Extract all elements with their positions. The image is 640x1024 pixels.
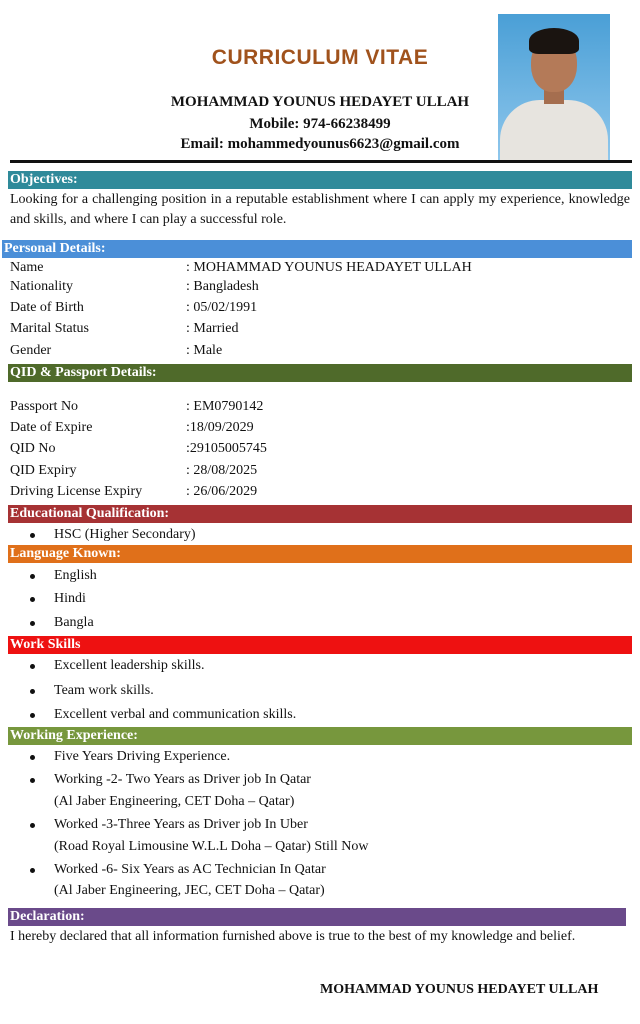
objectives-heading: Objectives: <box>8 171 632 189</box>
list-item-detail: (Al Jaber Engineering, CET Doha – Qatar) <box>54 794 295 809</box>
qid-passport-heading: QID & Passport Details: <box>8 364 632 382</box>
personal-details-heading: Personal Details: <box>2 240 632 258</box>
header-divider <box>10 160 632 163</box>
personal-row-nationality: Nationality : Bangladesh <box>10 279 259 294</box>
signature-name: MOHAMMAD YOUNUS HEDAYET ULLAH <box>320 982 599 997</box>
list-item-detail: (Al Jaber Engineering, JEC, CET Doha – Qatar) <box>54 883 325 898</box>
qid-row-license-expiry: Driving License Expiry : 26/06/2029 <box>10 484 258 499</box>
candidate-name: MOHAMMAD YOUNUS HEDAYET ULLAH <box>170 94 470 110</box>
qid-row-qid-expiry: QID Expiry : 28/08/2025 <box>10 463 258 478</box>
qid-row-passport: Passport No : EM0790142 <box>10 399 264 414</box>
declaration-text: I hereby declared that all information furnished above is true to the best of my knowledge and belief. <box>10 929 576 944</box>
work-skills-heading: Work Skills <box>8 636 632 654</box>
list-item-detail: (Road Royal Limousine W.L.L Doha – Qatar) Still Now <box>54 839 369 854</box>
declaration-heading: Declaration: <box>8 908 626 926</box>
qid-row-qid-no: QID No :29105005745 <box>10 441 267 456</box>
candidate-mobile: Mobile: 974-66238499 <box>249 116 391 132</box>
objectives-text: Looking for a challenging position in a reputable establishment where I can apply my experience, knowledge and skills, and where I can play a successful role. <box>10 192 630 227</box>
personal-row-gender: Gender : Male <box>10 343 223 358</box>
language-heading: Language Known: <box>8 545 632 563</box>
education-heading: Educational Qualification: <box>8 505 632 523</box>
profile-photo <box>498 14 610 160</box>
candidate-email: Email: mohammedyounus6623@gmail.com <box>180 136 460 152</box>
cv-title: CURRICULUM VITAE <box>211 46 429 69</box>
personal-row-marital: Marital Status : Married <box>10 321 239 336</box>
personal-row-name: Name : MOHAMMAD YOUNUS HEADAYET ULLAH <box>10 260 472 275</box>
personal-row-dob: Date of Birth : 05/02/1991 <box>10 300 258 315</box>
qid-row-passport-expire: Date of Expire :18/09/2029 <box>10 420 254 435</box>
working-experience-heading: Working Experience: <box>8 727 632 745</box>
